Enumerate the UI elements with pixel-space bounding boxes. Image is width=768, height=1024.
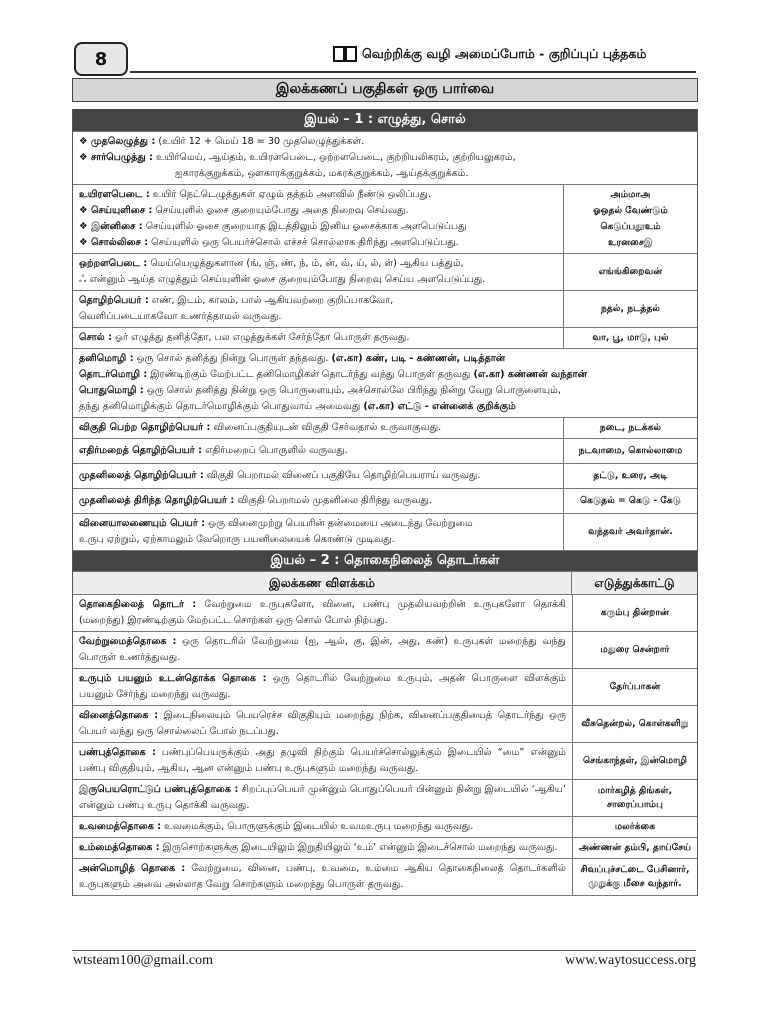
innisai-label: இன்னிசை : bbox=[90, 221, 143, 232]
uyiralapedai-label: உயிரளபெடை : bbox=[79, 189, 150, 200]
term-definition: சிறப்புப்பெயர் முன்னும் பொதுப்பெயர் பின்னும் நின்று இடையில் ‘ஆகிய’ என்னும் பண்பு உருபு தொக்கி வருவது. bbox=[79, 784, 566, 811]
term-definition: பண்புப்பெயருக்கும் அது தழுவி நிற்கும் பெயர்ச்சொல்லுக்கும் இடையில் “மை” என்னும் பண்பு விகுதியும், ஆகிய, ஆன என்னும் பண்பு உருபுகளும் மறைந்து வருவது. bbox=[79, 747, 567, 774]
definition-cell bbox=[73, 706, 572, 742]
sol-text: ஓர் எழுத்து தனித்தோ, பல எழுத்துக்கள் சேர்ந்தோ பொருள் தருவது. bbox=[115, 332, 410, 343]
podhumozhi-example: (எ.கா) எட்டு - என்னைக் குறிக்கும் bbox=[363, 401, 516, 412]
term-label: இருபெயரொட்டுப் பண்புத்தொகை : bbox=[79, 784, 239, 795]
example-text: எங்ங்கிறைவன் bbox=[563, 254, 697, 290]
secondary-letters-text-2: ஐகாரக்குறுக்கம், ஔகாரக்குறுக்கம், மகரக்குறுக்கம், ஆய்தக்குறுக்கம். bbox=[175, 168, 469, 179]
row-otralapedai bbox=[73, 254, 697, 291]
row-vikuthi bbox=[73, 418, 697, 439]
term-label: தொகைநிலைத் தொடர் : bbox=[79, 599, 197, 610]
row-ethirmarai bbox=[73, 439, 697, 464]
muthanilai-label: முதனிலைத் தொழிற்பெயர் : bbox=[79, 470, 204, 481]
row-tozhirpeyar bbox=[73, 291, 697, 328]
section2-title: இயல் – 2 : தொகைநிலைத் தொடர்கள் bbox=[73, 551, 697, 572]
podhumozhi-text-2: தந்து தனிமொழிக்கும் தொடர்மொழிக்கும் பொதுவாய் அமைவது bbox=[79, 401, 361, 412]
innisai-text: செய்யுளில் ஓசை குறையாத இடத்திலும் இனிய ஓசைக்காக அளபெடுப்பது bbox=[145, 221, 467, 232]
podhumozhi-label: பொதுமொழி : bbox=[79, 385, 144, 396]
diamond-bullet-icon: ❖ bbox=[79, 152, 91, 163]
example-text: தட்டு, உரை, அடி bbox=[563, 464, 697, 488]
ethirmarai-cell bbox=[73, 439, 563, 463]
diamond-bullet-icon: ❖ bbox=[79, 237, 91, 248]
muthanilai-thirinda-cell bbox=[73, 489, 563, 513]
definition-cell bbox=[73, 743, 572, 779]
alapedai-examples bbox=[563, 185, 697, 253]
sol-cell bbox=[73, 328, 563, 348]
column-header-example: எடுத்துக்காட்டு bbox=[571, 572, 697, 594]
secondary-letters-text: உயிர்மெய், ஆய்தம், உயிரளபெடை, ஒற்றளபெடை, குற்றியலிகரம், குற்றியலுகரம், bbox=[155, 152, 516, 163]
example-text: கரும்பு தின்றான் bbox=[572, 595, 697, 631]
content-table bbox=[72, 109, 698, 896]
vikuthi-cell bbox=[73, 418, 563, 438]
otralapedai-cell bbox=[73, 254, 563, 290]
row-mozhi bbox=[73, 349, 697, 418]
primary-letters-text: (உயிர் 12 + மெய் 18 = 30 முதலெழுத்துக்கள். bbox=[158, 136, 365, 147]
seyyulisai-label: செய்யுளிசை : bbox=[90, 205, 153, 216]
vinaiyalanaiyum-cell bbox=[73, 514, 563, 550]
example-text: அண்ணன் தம்பி, தாய்சேய் bbox=[572, 838, 697, 858]
table-row bbox=[73, 706, 697, 743]
open-book-icon bbox=[333, 45, 357, 63]
term-label: அன்மொழித் தொகை : bbox=[79, 863, 186, 874]
example-text: உரனசைஇ bbox=[608, 237, 653, 248]
header-title: வெற்றிக்கு வழி அமைப்போம் - குறிப்புப் புத்தகம் bbox=[362, 46, 647, 61]
example-text: கெடுப்பதூஉம் bbox=[600, 221, 661, 232]
header-rule bbox=[130, 71, 696, 73]
vinaiyalanaiyum-text: ஒரு வினைமுற்று பெயரின் தன்மையை அடைந்து வேற்றுமை bbox=[208, 518, 473, 529]
main-title: இலக்கணப் பகுதிகள் ஒரு பார்வை bbox=[72, 78, 698, 102]
term-definition: வேற்றுமை, வினை, பண்பு, உவமை, உம்மை ஆகிய தொகைநிலைத் தொடர்களில் உருபுகளும் அவை அல்லாத வேறு சொற்களும் மறைந்து பொருள் தருவது. bbox=[79, 863, 566, 890]
example-text: நதல், நடத்தல் bbox=[563, 291, 697, 327]
uyiralapedai-text: உயிர் நெட்டெழுத்துகள் ஏழும் தத்தம் அளவில் நீண்டு ஒலிப்பது. bbox=[152, 189, 432, 200]
vinaiyalanaiyum-label: வினையாலணையும் பெயர் : bbox=[79, 518, 206, 529]
definition-cell bbox=[73, 632, 572, 668]
term-label: உவமைத்தொகை : bbox=[79, 821, 162, 832]
term-label: உம்மைத்தொகை : bbox=[79, 842, 160, 853]
page-number: 8 bbox=[74, 42, 128, 76]
definition-cell bbox=[73, 859, 572, 895]
table-row bbox=[73, 595, 697, 632]
term-label: உருபும் பயனும் உடன்தொக்க தொகை : bbox=[79, 673, 267, 684]
vikuthi-text: வினைப்பகுதியுடன் விகுதி சேர்வதால் உருவாகுவது. bbox=[213, 422, 442, 433]
muthanilai-text: விகுதி பெறாமல் வினைப் பகுதியே தொழிற்பெயராய் வருவது. bbox=[206, 470, 481, 481]
example-text: மதுரை சென்றார் bbox=[572, 632, 697, 668]
example-text: கெடுதல் = கெடு - கேடு bbox=[563, 489, 697, 513]
example-text: வீசுதென்றல், கொள்களிறு bbox=[572, 706, 697, 742]
term-definition: ஒரு தொடரில் வேற்றுமை உருபும், அதன் பொருளை விளக்கும் பயனும் சேர்ந்து மறைந்து வருவது. bbox=[79, 673, 566, 700]
diamond-bullet-icon: ❖ bbox=[79, 136, 91, 147]
footer-rule bbox=[72, 950, 696, 951]
example-text: அம்மாஅ bbox=[610, 189, 651, 200]
term-definition: வேற்றுமை உருபுகளோ, வினை, பண்பு முதலியவற்றின் உருபுகளோ தொக்கி (மறைந்து) இரண்டிற்கும் மேற்பட்ட சொற்கள் ஒரு சொல் போல் நிற்பது. bbox=[79, 599, 566, 626]
example-text: நடவாமை, கொல்லாமை bbox=[563, 439, 697, 463]
term-label: பண்புத்தொகை : bbox=[79, 747, 156, 758]
vikuthi-label: விகுதி பெற்ற தொழிற்பெயர் : bbox=[79, 422, 211, 433]
otralapedai-label: ஒற்றளபெடை : bbox=[79, 258, 148, 269]
sollisai-text: செய்யுளில் ஒரு பெயர்ச்சொல் எச்சச் சொல்லாக திரிந்து அளபெடுப்பது. bbox=[151, 237, 459, 248]
example-text: மலர்க்கை bbox=[572, 817, 697, 837]
row-vinaiyalanaiyum bbox=[73, 514, 697, 551]
vinaiyalanaiyum-text-2: உருபு ஏற்றும், ஏற்காமலும் வேறொரு பயனிலையைக் கொண்டு முடிவது. bbox=[79, 534, 395, 545]
muthanilai-thirinda-label: முதனிலைத் திரிந்த தொழிற்பெயர் : bbox=[79, 495, 235, 506]
row-muthanilai bbox=[73, 464, 697, 489]
example-text: மார்கழித் திங்கள், சாரைப்பாம்பு bbox=[572, 780, 697, 816]
term-label: வினைத்தொகை : bbox=[79, 710, 159, 721]
diamond-bullet-icon: ❖ bbox=[79, 205, 91, 216]
definition-cell bbox=[73, 669, 572, 705]
table-row bbox=[73, 669, 697, 706]
tozhirpeyar-text: எண், இடம், காலம், பால் ஆகியவற்றை குறிப்பாகவோ, bbox=[151, 295, 394, 306]
otralapedai-text: மெய்யெழுத்துகளான (ங், ஞ், ண், ந், ம், ன், வ், ய், ல், ள்) ஆகிய பத்தும், bbox=[150, 258, 464, 269]
term-definition: ஒரு தொடரில் வேற்றுமை (ஐ, ஆல், கு, இன், அது, கண்) உருபுகள் மறைந்து வந்து பொருள் உணர்த்துவது. bbox=[79, 636, 566, 663]
thodarmozhi-label: தொடர்மொழி : bbox=[79, 369, 148, 380]
primary-letters-label: முதலெழுத்து : bbox=[90, 136, 156, 147]
diamond-bullet-icon: ❖ bbox=[79, 221, 91, 232]
definition-cell bbox=[73, 595, 572, 631]
tozhirpeyar-cell bbox=[73, 291, 563, 327]
footer-email: wtsteam100@gmail.com bbox=[73, 953, 214, 968]
otralapedai-text-2: ஃ என்னும் ஆய்த எழுத்தும் செய்யுளின் ஓசை குறையும்போது நிறைவு செய்ய அளபெடுப்பது. bbox=[79, 274, 486, 285]
example-text: செங்காந்தள், இன்மொழி bbox=[572, 743, 697, 779]
table-row bbox=[73, 859, 697, 896]
example-text: வந்தவர் அவர்தான். bbox=[563, 514, 697, 550]
ethirmarai-text: எதிர்மறைப் பொருளில் வருவது. bbox=[205, 445, 348, 456]
section1-title: இயல் – 1 : எழுத்து, சொல் bbox=[73, 109, 697, 132]
sol-label: சொல் : bbox=[79, 332, 112, 343]
definition-cell bbox=[73, 838, 572, 858]
muthanilai-thirinda-text: விகுதி பெறாமல் முதனிலை திரிந்து வருவது. bbox=[237, 495, 432, 506]
thanimozhi-label: தனிமொழி : bbox=[79, 353, 134, 364]
letters-cell bbox=[73, 132, 697, 184]
example-text: ஓஒதல் வேண்டும் bbox=[593, 205, 668, 216]
thanimozhi-text: ஒரு சொல் தனித்து நின்று பொருள் தந்தவது. bbox=[136, 353, 329, 364]
ethirmarai-label: எதிர்மறைத் தொழிற்பெயர் : bbox=[79, 445, 202, 456]
row-alapedai bbox=[73, 185, 697, 254]
table-row bbox=[73, 632, 697, 669]
table-row bbox=[73, 743, 697, 780]
definition-cell bbox=[73, 780, 572, 816]
mozhi-cell bbox=[73, 349, 697, 417]
definition-cell bbox=[73, 817, 572, 837]
table-row bbox=[73, 817, 697, 838]
example-text: சிவப்புச்சட்டை பேசினார், முறுக்கு மீசை வந்தார். bbox=[572, 859, 697, 895]
table-row bbox=[73, 838, 697, 859]
example-text: வா, பூ, மாடு, புல் bbox=[563, 328, 697, 348]
secondary-letters-label: சார்பெழுத்து : bbox=[90, 152, 153, 163]
thodarmozhi-text: இரண்டிற்கும் மேற்பட்ட தனிமொழிகள் தொடர்ந்து வந்து பொருள் தருவது bbox=[150, 369, 471, 380]
row-letters bbox=[73, 132, 697, 185]
thodarmozhi-example: (எ.கா) கண்ணன் வந்தான் bbox=[473, 369, 587, 380]
term-definition: உவமைக்கும், பொருளுக்கும் இடையில் உவமஉருபு மறைந்து வருவது. bbox=[164, 821, 474, 832]
section2-rows bbox=[73, 595, 697, 896]
row-muthanilai-thirinda bbox=[73, 489, 697, 514]
seyyulisai-text: செய்யுளில் ஓசை குறையும்போது அதை நிறைவு செய்வது. bbox=[155, 205, 409, 216]
example-text: தேர்ப்பாகன் bbox=[572, 669, 697, 705]
section2-header-row bbox=[73, 572, 697, 595]
muthanilai-cell bbox=[73, 464, 563, 488]
podhumozhi-text: ஒரு சொல் தனித்து நின்று ஒரு பொருளையும், அச்சொல்லே பிரிந்து நின்று வேறு பொருளையும், bbox=[146, 385, 561, 396]
term-label: வேற்றுமைத்தொகை : bbox=[79, 636, 177, 647]
sollisai-label: சொல்லிசை : bbox=[90, 237, 149, 248]
example-text: நடை, நடக்கல் bbox=[563, 418, 697, 438]
table-row bbox=[73, 780, 697, 817]
term-definition: இடைநிலையும் பெயரெச்ச விகுதியும் மறைந்து நிற்க, வினைப்பகுதியைத் தொடர்ந்து ஒரு பெயர் வந்து ஒரு சொல்லைப் போல் நடப்பது. bbox=[79, 710, 566, 737]
column-header-explanation: இலக்கண விளக்கம் bbox=[269, 576, 375, 590]
tozhirpeyar-text-2: வெளிப்படையாகவோ உணர்த்தாமல் வருவது. bbox=[79, 311, 282, 322]
thanimozhi-example: (எ.கா) கண், படி - கண்ணன், படித்தான் bbox=[331, 353, 506, 364]
tozhirpeyar-label: தொழிற்பெயர் : bbox=[79, 295, 149, 306]
term-definition: இருசொற்களுக்கு இடையிலும் இறுதியிலும் ‘உம்’ என்னும் இடைச்சொல் மறைந்து வருவது. bbox=[162, 842, 558, 853]
row-sol bbox=[73, 328, 697, 349]
alapedai-cell bbox=[73, 185, 563, 253]
footer-website: www.waytosuccess.org bbox=[564, 953, 696, 968]
